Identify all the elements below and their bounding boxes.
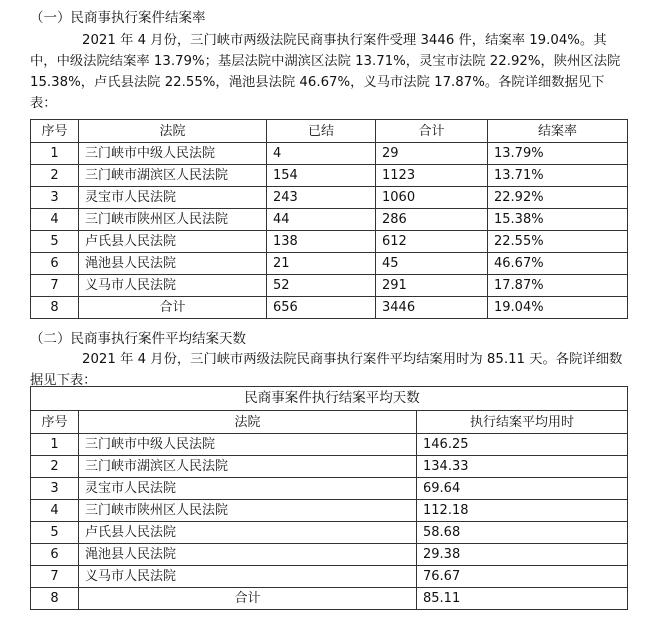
table-cell: 15.38%	[488, 209, 628, 231]
section2-paragraph-rest: 详细数据见下表：	[30, 352, 623, 388]
table-cell: 13.71%	[488, 165, 628, 187]
table-cell: 29	[376, 143, 488, 165]
table-row	[31, 209, 628, 231]
column-header: 序号	[31, 411, 79, 434]
table-cell: 4	[267, 143, 376, 165]
table-cell: 卢氏县人民法院	[79, 522, 417, 544]
table-cell: 三门峡市陕州区人民法院	[79, 500, 417, 522]
section1-paragraph-rest: 其中，中级法院结案率 13.79%；基层法院中湖滨区法院 13.71%，灵宝市法院 22.92%，陕州区法院 15.38%，卢氏县法院 22.55%，渑池县法院 46.67%，义马市法院 17.87%。各院详细数据见下表：	[30, 33, 621, 111]
table-cell: 291	[376, 275, 488, 297]
column-header: 序号	[31, 120, 79, 143]
table-cell: 76.67	[417, 566, 628, 588]
table-cell: 112.18	[417, 500, 628, 522]
table-cell: 286	[376, 209, 488, 231]
table-cell: 7	[31, 566, 79, 588]
table-cell: 三门峡市中级人民法院	[79, 434, 417, 456]
table-row	[31, 253, 628, 275]
table-row	[31, 566, 628, 588]
table-cell: 612	[376, 231, 488, 253]
table-header-row	[31, 411, 628, 434]
table-row	[31, 500, 628, 522]
table-cell: 6	[31, 544, 79, 566]
column-header: 法院	[79, 411, 417, 434]
table-cell: 19.04%	[488, 297, 628, 319]
table-cell: 22.92%	[488, 187, 628, 209]
column-header: 法院	[79, 120, 267, 143]
table-cell: 17.87%	[488, 275, 628, 297]
section2-paragraph-first: 2021 年 4 月份，三门峡市两级法院民商事执行案件平均结案用时为 85.11 天。各院	[82, 352, 583, 367]
table-cell: 3	[31, 478, 79, 500]
table-header-row	[31, 120, 628, 143]
table-row	[31, 297, 628, 319]
table-cell: 44	[267, 209, 376, 231]
table-cell: 29.38	[417, 544, 628, 566]
table-cell: 2	[31, 165, 79, 187]
table-cell: 146.25	[417, 434, 628, 456]
table-cell: 三门峡市中级人民法院	[79, 143, 267, 165]
table-cell: 3446	[376, 297, 488, 319]
table-cell: 58.68	[417, 522, 628, 544]
table-cell: 三门峡市陕州区人民法院	[79, 209, 267, 231]
table-cell: 21	[267, 253, 376, 275]
table-cell: 渑池县人民法院	[79, 544, 417, 566]
table-cell: 灵宝市人民法院	[79, 478, 417, 500]
table-cell: 5	[31, 231, 79, 253]
table-cell: 8	[31, 297, 79, 319]
table-cell: 4	[31, 209, 79, 231]
table-cell: 8	[31, 588, 79, 610]
closure-rate-table	[30, 119, 628, 319]
table-cell: 4	[31, 500, 79, 522]
table-cell: 52	[267, 275, 376, 297]
table-cell: 合计	[79, 588, 417, 610]
table-row	[31, 478, 628, 500]
table-cell: 22.55%	[488, 231, 628, 253]
table-cell: 义马市人民法院	[79, 566, 417, 588]
table-cell: 243	[267, 187, 376, 209]
table-row	[31, 187, 628, 209]
table-cell: 13.79%	[488, 143, 628, 165]
table-row	[31, 588, 628, 610]
table-cell: 灵宝市人民法院	[79, 187, 267, 209]
table-cell: 1123	[376, 165, 488, 187]
table-cell: 1	[31, 143, 79, 165]
table-row	[31, 231, 628, 253]
table-cell: 6	[31, 253, 79, 275]
average-days-table	[30, 386, 628, 610]
table-cell: 渑池县人民法院	[79, 253, 267, 275]
table-cell: 656	[267, 297, 376, 319]
column-header: 执行结案平均用时	[417, 411, 628, 434]
column-header: 已结	[267, 120, 376, 143]
table-cell: 1	[31, 434, 79, 456]
table-caption: 民商事案件执行结案平均天数	[31, 387, 628, 411]
table-cell: 45	[376, 253, 488, 275]
table-cell: 2	[31, 456, 79, 478]
table-cell: 1060	[376, 187, 488, 209]
table-cell: 卢氏县人民法院	[79, 231, 267, 253]
table-cell: 69.64	[417, 478, 628, 500]
table-cell: 154	[267, 165, 376, 187]
table-caption-row	[31, 387, 628, 411]
table-row	[31, 522, 628, 544]
table-cell: 5	[31, 522, 79, 544]
table-row	[31, 275, 628, 297]
section1-heading: （一）民商事执行案件结案率	[30, 10, 206, 26]
column-header: 结案率	[488, 120, 628, 143]
table-cell: 合计	[79, 297, 267, 319]
section2-paragraph	[30, 349, 625, 391]
table-cell: 46.67%	[488, 253, 628, 275]
table-row	[31, 434, 628, 456]
table-cell: 138	[267, 231, 376, 253]
table-row	[31, 143, 628, 165]
table-cell: 134.33	[417, 456, 628, 478]
section2-heading: （二）民商事执行案件平均结案天数	[30, 331, 246, 347]
table-cell: 3	[31, 187, 79, 209]
table-row	[31, 544, 628, 566]
table-row	[31, 456, 628, 478]
table-cell: 三门峡市湖滨区人民法院	[79, 165, 267, 187]
section1-paragraph-first: 2021 年 4 月份，三门峡市两级法院民商事执行案件受理 3446 件，结案率 19.04%。	[82, 33, 594, 48]
table-row	[31, 165, 628, 187]
table-cell: 义马市人民法院	[79, 275, 267, 297]
table-cell: 85.11	[417, 588, 628, 610]
table-cell: 7	[31, 275, 79, 297]
table-cell: 三门峡市湖滨区人民法院	[79, 456, 417, 478]
column-header: 合计	[376, 120, 488, 143]
section1-paragraph	[30, 30, 625, 114]
